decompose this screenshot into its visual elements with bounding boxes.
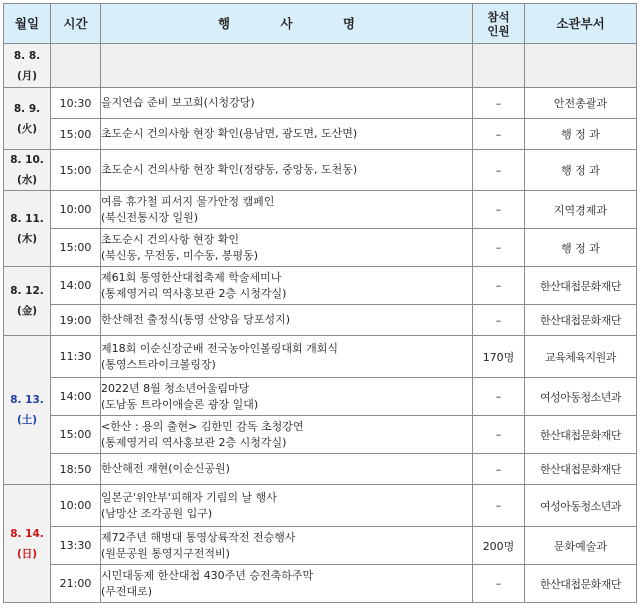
attendance-cell: – xyxy=(473,378,525,416)
event-cell xyxy=(101,305,473,336)
date-cell xyxy=(4,485,51,603)
dept-cell: 한산대첩문화재단 xyxy=(525,565,637,603)
dept-cell: 행 정 과 xyxy=(525,119,637,150)
time-cell: 21:00 xyxy=(51,565,101,603)
date-weekday: (土) xyxy=(16,414,38,426)
schedule-row xyxy=(4,485,637,527)
event-line: (원문공원 통영지구전적비) xyxy=(101,546,230,560)
date-cell xyxy=(4,88,51,150)
schedule-row xyxy=(4,88,637,119)
date-weekday: (火) xyxy=(16,122,38,135)
header-attendance-line1: 참석 xyxy=(487,9,510,24)
time-cell: 15:00 xyxy=(51,416,101,454)
event-cell xyxy=(101,191,473,229)
header-date: 월일 xyxy=(4,4,51,44)
schedule-row xyxy=(4,191,637,229)
schedule-row xyxy=(4,454,637,485)
schedule-row xyxy=(4,565,637,603)
event-line: 시민대동제 한산대첩 430주년 승전축하주막 xyxy=(101,569,314,582)
dept-cell: 여성아동청소년과 xyxy=(525,378,637,416)
event-cell xyxy=(101,119,473,150)
dept-cell: 행 정 과 xyxy=(525,229,637,267)
event-line: (무전대로) xyxy=(101,584,153,598)
attendance-cell: – xyxy=(473,119,525,150)
time-cell: 10:30 xyxy=(51,88,101,119)
schedule-row xyxy=(4,336,637,378)
time-cell: 15:00 xyxy=(51,229,101,267)
date-cell xyxy=(4,150,51,191)
event-line: 2022년 8월 청소년어울림마당 xyxy=(101,382,250,395)
event-line: (통제영거리 역사홍보관 2층 시청각실) xyxy=(101,435,287,449)
date-cell xyxy=(4,267,51,336)
event-line: 초도순시 건의사항 현장 확인(용남면, 광도면, 도산면) xyxy=(101,127,358,141)
date-weekday: (日) xyxy=(16,547,38,560)
time-cell xyxy=(51,44,101,88)
event-line: 한산해전 재현(이순신공원) xyxy=(101,462,230,476)
dept-cell: 행 정 과 xyxy=(525,150,637,191)
event-cell xyxy=(101,378,473,416)
time-cell: 14:00 xyxy=(51,267,101,305)
attendance-cell: 170명 xyxy=(473,336,525,378)
date-weekday: (木) xyxy=(16,232,38,245)
schedule-row xyxy=(4,119,637,150)
dept-cell: 한산대첩문화재단 xyxy=(525,305,637,336)
header-time: 시간 xyxy=(51,4,101,44)
time-cell: 14:00 xyxy=(51,378,101,416)
schedule-row xyxy=(4,378,637,416)
attendance-cell: – xyxy=(473,485,525,527)
event-cell xyxy=(101,44,473,88)
event-line: 제18회 이순신장군배 전국농아인볼링대회 개회식 xyxy=(101,342,339,355)
schedule-row xyxy=(4,150,637,191)
event-line: (통제영거리 역사홍보관 2층 시청각실) xyxy=(101,286,287,300)
attendance-cell: – xyxy=(473,454,525,485)
header-attendance xyxy=(473,4,525,44)
event-line: 제72주년 해병대 통영상륙작전 전승행사 xyxy=(101,531,296,544)
event-cell xyxy=(101,336,473,378)
dept-cell: 여성아동청소년과 xyxy=(525,485,637,527)
attendance-cell: – xyxy=(473,88,525,119)
event-cell xyxy=(101,150,473,191)
schedule-row xyxy=(4,527,637,565)
schedule-row xyxy=(4,44,637,88)
header-event-label: 행 사 명 xyxy=(218,16,355,31)
date-weekday: (金) xyxy=(16,305,38,317)
dept-cell: 한산대첩문화재단 xyxy=(525,416,637,454)
schedule-row xyxy=(4,305,637,336)
dept-cell: 교육체육지원과 xyxy=(525,336,637,378)
date-day: 8. 13. xyxy=(10,394,44,406)
event-cell xyxy=(101,527,473,565)
time-cell: 19:00 xyxy=(51,305,101,336)
dept-cell: 한산대첩문화재단 xyxy=(525,267,637,305)
event-line: (북신동, 무전동, 미수동, 봉평동) xyxy=(101,248,259,262)
date-day: 8. 14. xyxy=(10,527,44,540)
event-line: (통영스트라이크볼링장) xyxy=(101,357,216,371)
header-attendance-line2: 인원 xyxy=(487,23,510,38)
event-cell xyxy=(101,485,473,527)
attendance-cell xyxy=(473,44,525,88)
event-line: (남망산 조각공원 입구) xyxy=(101,506,213,520)
date-weekday: (水) xyxy=(16,174,38,186)
attendance-cell: – xyxy=(473,565,525,603)
attendance-cell: – xyxy=(473,150,525,191)
event-line: (도남동 트라이애슬론 광장 일대) xyxy=(101,397,259,411)
dept-cell: 문화예술과 xyxy=(525,527,637,565)
date-day: 8. 8. xyxy=(13,49,41,62)
date-cell xyxy=(4,336,51,485)
schedule-row xyxy=(4,229,637,267)
dept-cell: 안전총괄과 xyxy=(525,88,637,119)
date-day: 8. 10. xyxy=(10,154,44,166)
event-cell xyxy=(101,454,473,485)
schedule-body xyxy=(4,44,637,603)
attendance-cell: – xyxy=(473,416,525,454)
date-day: 8. 11. xyxy=(10,212,44,225)
event-line: (북신전통시장 일원) xyxy=(101,210,199,224)
time-cell: 13:30 xyxy=(51,527,101,565)
attendance-cell: – xyxy=(473,267,525,305)
dept-cell xyxy=(525,44,637,88)
event-line: 초도순시 건의사항 현장 확인(정량동, 중앙동, 도천동) xyxy=(101,163,358,177)
event-cell xyxy=(101,229,473,267)
date-cell xyxy=(4,191,51,267)
time-cell: 11:30 xyxy=(51,336,101,378)
schedule-row xyxy=(4,267,637,305)
time-cell: 18:50 xyxy=(51,454,101,485)
event-cell xyxy=(101,267,473,305)
event-line: 제61회 통영한산대첩축제 학술세미나 xyxy=(101,271,282,284)
attendance-cell: – xyxy=(473,191,525,229)
header-row xyxy=(4,4,637,44)
time-cell: 10:00 xyxy=(51,485,101,527)
date-day: 8. 12. xyxy=(10,285,44,297)
time-cell: 15:00 xyxy=(51,150,101,191)
event-cell xyxy=(101,565,473,603)
time-cell: 10:00 xyxy=(51,191,101,229)
header-event xyxy=(101,4,473,44)
time-cell: 15:00 xyxy=(51,119,101,150)
event-line: 초도순시 건의사항 현장 확인 xyxy=(101,233,240,246)
header-dept: 소관부서 xyxy=(525,4,637,44)
event-line: 한산해전 출정식(통영 산양읍 당포성지) xyxy=(101,313,291,327)
event-line: 을지연습 준비 보고회(시청강당) xyxy=(101,96,255,110)
event-line: 일본군'위안부'피해자 기림의 날 행사 xyxy=(101,491,277,504)
date-weekday: (月) xyxy=(16,69,38,82)
date-day: 8. 9. xyxy=(13,102,41,115)
event-line: 여름 휴가철 피서지 물가안정 캠페인 xyxy=(101,195,275,208)
dept-cell: 한산대첩문화재단 xyxy=(525,454,637,485)
attendance-cell: – xyxy=(473,305,525,336)
event-cell xyxy=(101,88,473,119)
event-line: <한산 : 용의 출현> 김한민 감독 초청강연 xyxy=(101,420,304,433)
date-cell xyxy=(4,44,51,88)
attendance-cell: – xyxy=(473,229,525,267)
event-cell xyxy=(101,416,473,454)
schedule-table xyxy=(3,3,637,603)
attendance-cell: 200명 xyxy=(473,527,525,565)
schedule-row xyxy=(4,416,637,454)
dept-cell: 지역경제과 xyxy=(525,191,637,229)
